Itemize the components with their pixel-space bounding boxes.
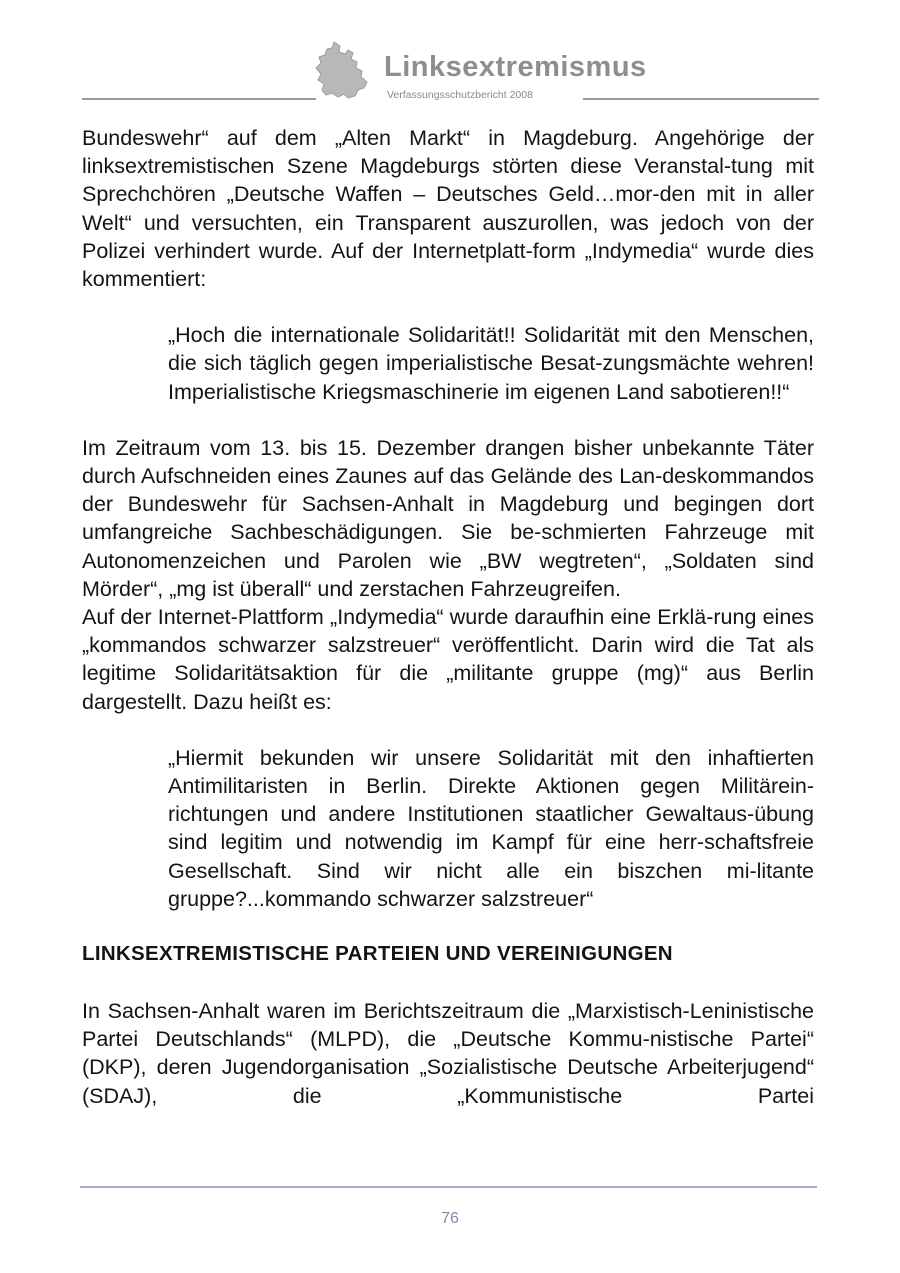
- block-quote: „Hoch die internationale Solidarität!! Solidarität mit den Menschen, die sich täglich gegen imperialistische Besat-zungsmächte wehren! Imperialistische Kriegsmaschinerie im eigenen Land sabotieren!!“: [168, 323, 814, 404]
- header-divider-right: [583, 98, 819, 100]
- page-number: 76: [441, 1210, 459, 1227]
- header-divider-left: [82, 98, 316, 100]
- section-heading: LINKSEXTREMISTISCHE PARTEIEN UND VEREINIGUNGEN: [82, 942, 673, 966]
- body-paragraph: Auf der Internet-Plattform „Indymedia“ wurde daraufhin eine Erklä-rung eines „kommandos schwarzer salzstreuer“ veröffentlicht. Darin wird die Tat als legitime Solidaritätsaktion für die „militante gruppe (mg)“ aus Berlin dargestellt. Dazu heißt es:: [82, 605, 814, 714]
- page-content: [82, 124, 814, 1110]
- body-paragraph: Im Zeitraum vom 13. bis 15. Dezember drangen bisher unbekannte Täter durch Aufschneiden eines Zaunes auf das Gelände des Lan-deskommandos der Bundeswehr für Sachsen-Anhalt in Magdeburg und begingen dort umfangreiche Sachbeschädigungen. Sie be-schmierten Fahrzeuge mit Autonomenzeichen und Parolen wie „BW wegtreten“, „Soldaten sind Mörder“, „mg ist überall“ und zerstachen Fahrzeugreifen.: [82, 435, 814, 601]
- block-quote: „Hiermit bekunden wir unsere Solidarität mit den inhaftierten Antimilitaristen in Berlin. Direkte Aktionen gegen Militärein-richtungen und andere Institutionen staatlicher Gewaltaus-übung sind legitim und notwendig im Kampf für eine herr-schaftsfreie Gesellschaft. Sind wir nicht alle ein biszchen mi-litante gruppe?...kommando schwarzer salzstreuer“: [168, 745, 814, 911]
- page-header: [0, 0, 900, 110]
- saxony-anhalt-map-icon: [312, 40, 370, 102]
- body-paragraph: Bundeswehr“ auf dem „Alten Markt“ in Magdeburg. Angehörige der linksextremistischen Szene Magdeburgs störten diese Veranstal-tung mit Sprechchören „Deutsche Waffen – Deutsches Geld…mor-den mit in aller Welt“ und versuchten, ein Transparent auszurollen, was jedoch von der Polizei verhindert wurde. Auf der Internetplatt-form „Indymedia“ wurde dies kommentiert:: [82, 126, 814, 292]
- footer-divider: [80, 1186, 817, 1188]
- body-paragraph: In Sachsen-Anhalt waren im Berichtszeitraum die „Marxistisch-Leninistische Partei Deutschlands“ (MLPD), die „Deutsche Kommu-nistische Partei“ (DKP), deren Jugendorganisation „Sozialistische Deutsche Arbeiterjugend“ (SDAJ), die „Kommunistische Partei: [82, 999, 814, 1108]
- header-title: Linksextremismus: [384, 51, 647, 83]
- header-subtitle: Verfassungsschutzbericht 2008: [387, 89, 533, 101]
